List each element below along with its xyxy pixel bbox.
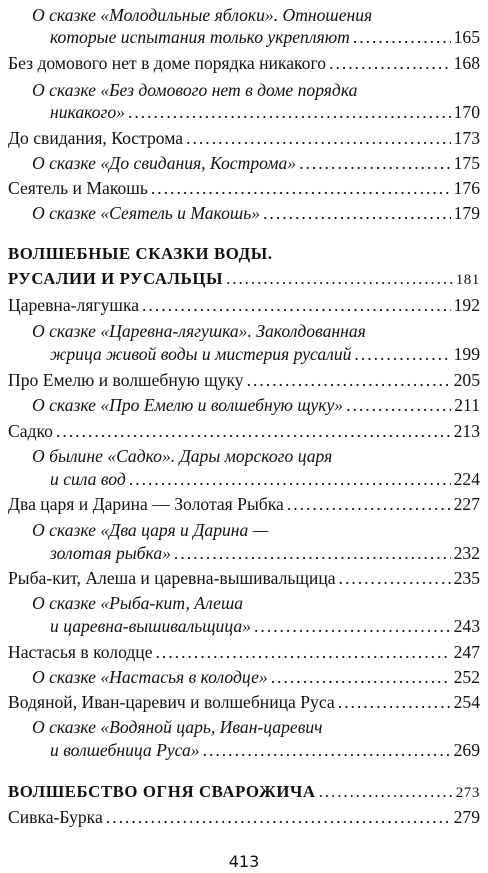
toc-entry-tale [8, 372, 480, 390]
toc-entry-title: О сказке «Два царя и Дарина — [32, 520, 269, 540]
toc-leader-dots [263, 205, 451, 223]
toc-entry-commentary-continued [50, 742, 480, 760]
toc-entry-commentary [32, 522, 480, 540]
toc-entry-tale [8, 423, 480, 441]
toc-entry-title: золотая рыбка» [50, 543, 171, 563]
toc-leader-dots [129, 471, 451, 489]
toc-leader-dots [203, 742, 451, 760]
toc-entry-page: 213 [453, 421, 480, 441]
toc-entry-page: 192 [453, 295, 480, 315]
toc-entry-page: 165 [453, 27, 480, 47]
toc-leader-dots [346, 397, 451, 415]
toc-entry-page: 243 [453, 616, 480, 636]
toc-entry-commentary [32, 7, 480, 25]
toc-entry-title: Рыба-кит, Алеша и царевна-вышивальщица [8, 568, 336, 588]
toc-entry-commentary [32, 323, 480, 341]
toc-leader-dots [106, 809, 451, 827]
toc-leader-dots [128, 104, 451, 122]
toc-entry-title: Два царя и Дарина — Золотая Рыбка [8, 494, 284, 514]
toc-entry-tale [8, 180, 480, 198]
toc-entry-commentary [32, 669, 480, 687]
toc-entry-title: О сказке «Рыба-кит, Алеша [32, 593, 244, 613]
toc-leader-dots [254, 618, 451, 636]
toc-entry-tale [8, 644, 480, 662]
toc-entry-title: никакого» [50, 102, 125, 122]
toc-leader-dots [247, 372, 451, 390]
toc-leader-dots [226, 271, 453, 288]
toc-entry-title: Настасья в колодце [8, 642, 153, 662]
toc-entry-title: О былине «Садко». Дары морского царя [32, 446, 333, 466]
toc-entry-page: 273 [455, 785, 480, 801]
toc-entry-page: 181 [455, 272, 480, 288]
toc-entry-commentary-continued [50, 104, 480, 122]
toc-entry-title: О сказке «Про Емелю и волшебную щуку» [32, 395, 344, 415]
toc-entry-title: О сказке «Царевна-лягушка». Заколдованная [32, 321, 366, 341]
toc-entry-title: Водяной, Иван-царевич и волшебница Руса [8, 692, 335, 712]
toc-leader-dots [353, 29, 451, 47]
toc-entry-page: 227 [453, 494, 480, 514]
toc-entry-tale [8, 55, 480, 73]
toc-leader-dots [56, 423, 451, 441]
toc-entry-commentary [32, 205, 480, 223]
toc-section-heading [8, 784, 480, 801]
toc-entry-commentary [32, 155, 480, 173]
toc-leader-dots [338, 694, 451, 712]
toc-entry-title: До свидания, Кострома [8, 128, 184, 148]
toc-entry-page: 176 [453, 178, 480, 198]
toc-entry-title: жрица живой воды и мистерия русалий [50, 344, 352, 364]
toc-section-heading [8, 246, 480, 263]
section-title: РУСАЛИИ И РУСАЛЬЦЫ [8, 269, 224, 288]
toc-entry-commentary [32, 397, 480, 415]
toc-leader-dots [354, 346, 450, 364]
toc-leader-dots [186, 130, 451, 148]
toc-entry-title: Сивка-Бурка [8, 807, 103, 827]
toc-entry-commentary-continued [50, 471, 480, 489]
toc-entry-commentary [32, 719, 480, 737]
toc-entry-title: и сила вод [50, 469, 126, 489]
toc-leader-dots [329, 55, 451, 73]
toc-entry-page: 179 [453, 203, 480, 223]
toc-leader-dots [271, 669, 451, 687]
toc-entry-title: и царевна-вышивальщица» [50, 616, 251, 636]
toc-entry-page: 170 [453, 102, 480, 122]
toc-entry-title: Про Емелю и волшебную щуку [8, 370, 244, 390]
toc-entry-tale [8, 809, 480, 827]
toc-leader-dots [151, 180, 451, 198]
toc-entry-page: 205 [453, 370, 480, 390]
toc-entry-tale [8, 496, 480, 514]
toc-entry-commentary [32, 448, 480, 466]
toc-entry-commentary-continued [50, 618, 480, 636]
toc-leader-dots [319, 784, 453, 801]
toc-entry-title: которые испытания только укрепляют [50, 27, 350, 47]
toc-entry-page: 235 [453, 568, 480, 588]
toc-entry-title: Царевна-лягушка [8, 295, 140, 315]
toc-entry-title: О сказке «Сеятель и Макошь» [32, 203, 260, 223]
toc-entry-title: Сеятель и Макошь [8, 178, 148, 198]
toc-entry-commentary [32, 82, 480, 100]
toc-entry-tale [8, 570, 480, 588]
toc-entry-title: Садко [8, 421, 53, 441]
toc-leader-dots [174, 545, 451, 563]
toc-leader-dots [287, 496, 451, 514]
toc-entry-page: 173 [453, 128, 480, 148]
toc-entry-tale [8, 130, 480, 148]
toc-entry-page: 269 [453, 740, 480, 760]
toc-entry-title: О сказке «До свидания, Кострома» [32, 153, 297, 173]
toc-entry-commentary-continued [50, 545, 480, 563]
toc-leader-dots [142, 297, 451, 315]
toc-entry-page: 224 [453, 469, 480, 489]
toc-entry-commentary-continued [50, 346, 480, 364]
toc-entry-tale [8, 297, 480, 315]
toc-leader-dots [339, 570, 451, 588]
toc-entry-page: 254 [453, 692, 480, 712]
toc-entry-title: О сказке «Без домового нет в доме порядка [32, 80, 358, 100]
toc-entry-page: 247 [453, 642, 480, 662]
section-title: ВОЛШЕБНЫЕ СКАЗКИ ВОДЫ. [8, 244, 273, 263]
toc-entry-commentary [32, 595, 480, 613]
toc-entry-title: О сказке «Молодильные яблоки». Отношения [32, 5, 373, 25]
toc-leader-dots [156, 644, 451, 662]
toc-entry-title: Без домового нет в доме порядка никакого [8, 53, 327, 73]
toc-entry-page: 168 [453, 53, 480, 73]
toc-entry-title: и волшебница Руса» [50, 740, 200, 760]
page-number: 413 [228, 852, 260, 871]
toc-entry-page: 279 [453, 807, 480, 827]
toc-entry-title: О сказке «Водяной царь, Иван-царевич [32, 717, 323, 737]
toc-entry-page: 252 [453, 667, 480, 687]
toc-section-heading [8, 271, 480, 288]
toc-entry-commentary-continued [50, 29, 480, 47]
toc-entry-page: 232 [453, 543, 480, 563]
toc-entry-tale [8, 694, 480, 712]
toc-entry-page: 199 [453, 344, 480, 364]
toc-leader-dots [299, 155, 451, 173]
section-title: ВОЛШЕБСТВО ОГНЯ СВАРОЖИЧА [8, 782, 316, 801]
toc-entry-page: 175 [453, 153, 480, 173]
toc-entry-page: 211 [454, 395, 480, 415]
toc-entry-title: О сказке «Настасья в колодце» [32, 667, 268, 687]
